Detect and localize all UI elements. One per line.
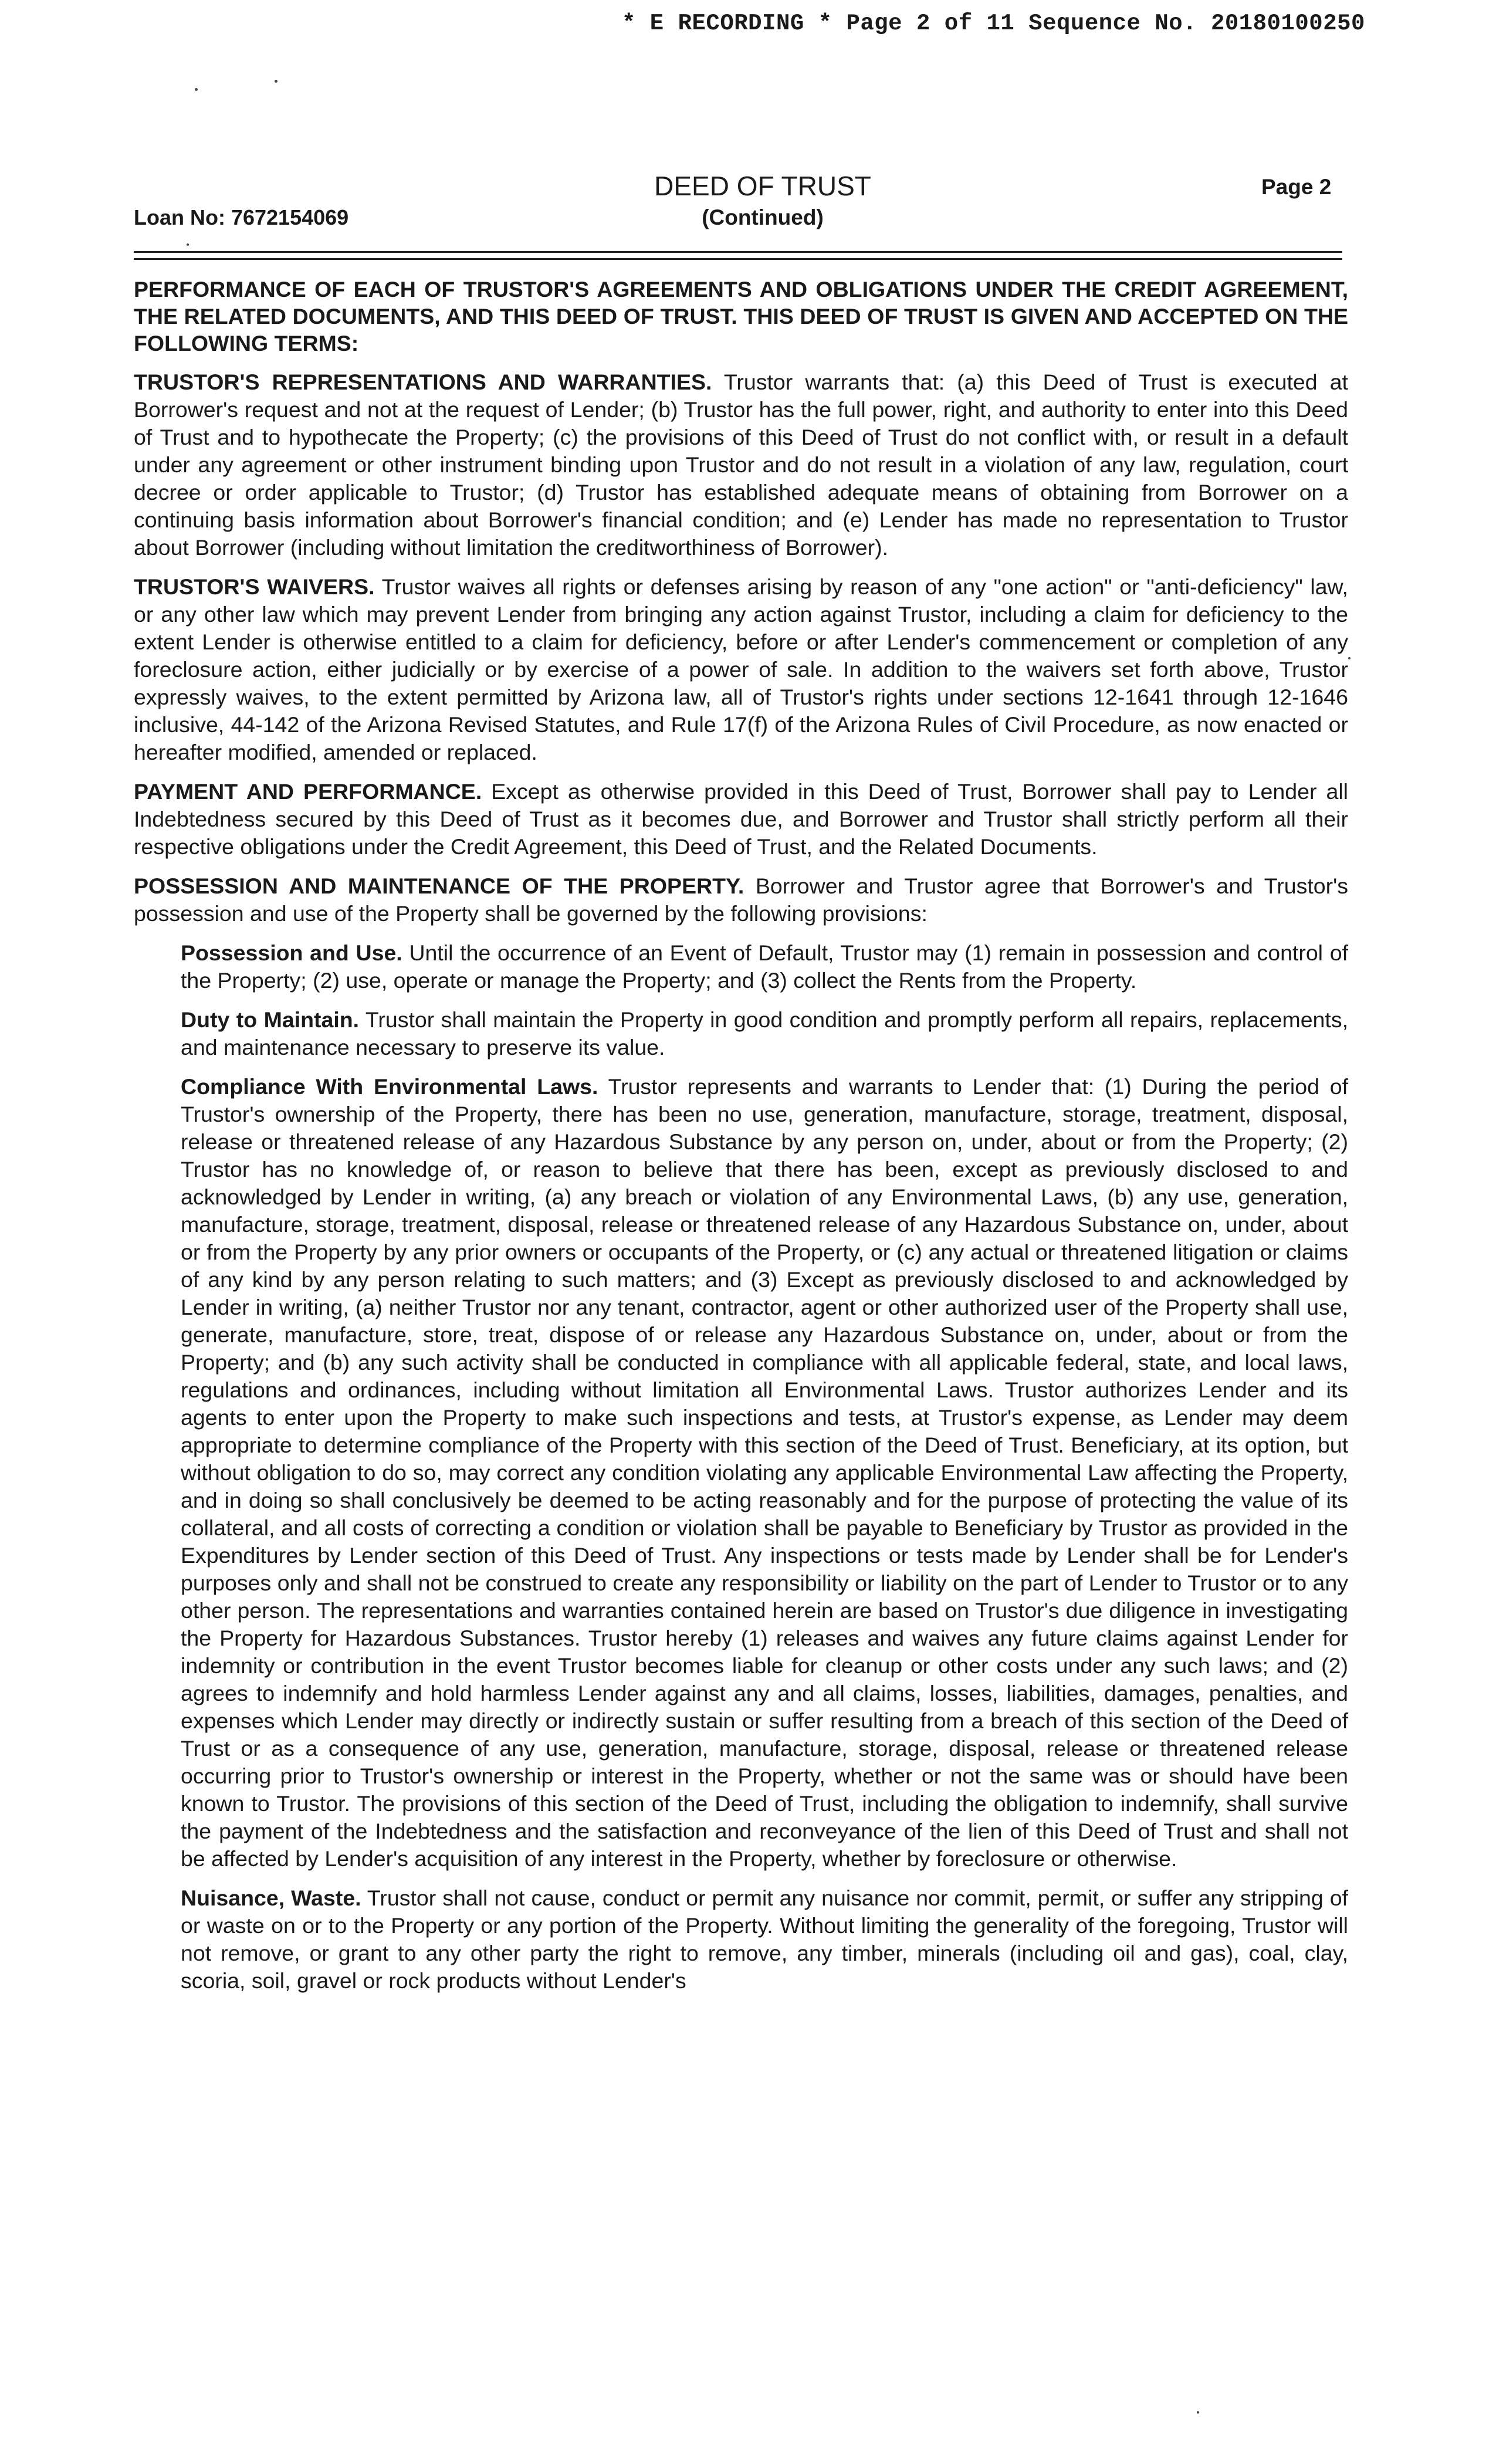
scan-speck (187, 243, 189, 246)
document-title-block (616, 170, 909, 230)
subsection-heading: Nuisance, Waste. (181, 1886, 361, 1910)
subsection-heading: Duty to Maintain. (181, 1007, 360, 1032)
subsection-duty-to-maintain (181, 1006, 1348, 1061)
scan-speck (275, 80, 277, 83)
subsection-nuisance-waste (181, 1884, 1348, 1995)
subsection-text: Trustor shall not cause, conduct or permit any nuisance nor commit, permit, or suffer any stripping of or waste on or to the Property or any portion of the Property. Without limiting the generality of the foregoing, Trustor will not remove, or grant to any other party the right to remove, any timber, minerals (including oil and gas), coal, clay, scoria, soil, gravel or rock products without Lender's (181, 1886, 1348, 1993)
subsection-possession-use (181, 939, 1348, 994)
document-body (134, 276, 1348, 2006)
scan-speck (1348, 657, 1351, 659)
section-text: Borrower and Trustor agree that Borrower's and Trustor's possession and use of the Property shall be governed by the following provisions: (134, 874, 1348, 926)
subsection-heading: Possession and Use. (181, 940, 402, 965)
section-heading: POSSESSION AND MAINTENANCE OF THE PROPERTY. (134, 874, 744, 898)
subsection-text: Trustor shall maintain the Property in good condition and promptly perform all repairs, replacements, and maintenance necessary to preserve its value. (181, 1007, 1348, 1060)
loan-number: Loan No: 7672154069 (134, 205, 349, 229)
section-text: Except as otherwise provided in this Deed of Trust, Borrower shall pay to Lender all Indebtedness secured by this Deed of Trust as it becomes due, and Borrower and Trustor shall strictly perform all their respective obligations under the Credit Agreement, this Deed of Trust, and the Related Documents. (134, 779, 1348, 859)
section-representations (134, 368, 1348, 561)
section-text: Trustor waives all rights or defenses arising by reason of any "one action" or "anti-deficiency" law, or any other law which may prevent Lender from bringing any action against Trustor, including a claim for deficiency to the extent Lender is otherwise entitled to a claim for deficiency, before or after Lender's commencement or completion of any foreclosure action, either judicially or by exercise of a power of sale. In addition to the waivers set forth above, Trustor expressly waives, to the extent permitted by Arizona law, all of Trustor's rights under sections 12-1641 through 12-1646 inclusive, 44-142 of the Arizona Revised Statutes, and Rule 17(f) of the Arizona Rules of Civil Procedure, as now enacted or hereafter modified, amended or replaced. (134, 574, 1348, 764)
recording-header: * E RECORDING * Page 2 of 11 Sequence No. 20180100250 (622, 11, 1365, 36)
section-heading: TRUSTOR'S REPRESENTATIONS AND WARRANTIES. (134, 370, 712, 394)
subsection-environmental (181, 1073, 1348, 1873)
header-rule-bottom (134, 258, 1342, 260)
section-heading: PAYMENT AND PERFORMANCE. (134, 779, 482, 804)
section-heading: TRUSTOR'S WAIVERS. (134, 574, 375, 599)
subsection-text: Trustor represents and warrants to Lender that: (1) During the period of Trustor's ownership of the Property, there has been no use, generation, manufacture, storage, treatment, disposal, release or threatened release of any Hazardous Substance by any person on, under, about or from the Property; (2) Trustor has no knowledge of, or reason to believe that there has been, except as previously disclosed to and acknowledged by Lender in writing, (a) any breach or violation of any Environmental Laws, (b) any use, generation, manufacture, storage, treatment, disposal, release or threatened release of any Hazardous Substance on, under, about or from the Property by any prior owners or occupants of the Property, or (c) any actual or threatened litigation or claims of any kind by any person relating to such matters; and (3) Except as previously disclosed to and acknowledged by Lender in writing, (a) neither Trustor nor any tenant, contractor, agent or other authorized user of the Property shall use, generate, manufacture, store, treat, dispose of or release any Hazardous Substance on, under, about or from the Property; and (b) any such activity shall be conducted in compliance with all applicable federal, state, and local laws, regulations and ordinances, including without limitation all Environmental Laws. Trustor authorizes Lender and its agents to enter upon the Property to make such inspections and tests, at Trustor's expense, as Lender may deem appropriate to determine compliance of the Property with this section of the Deed of Trust. Beneficiary, at its option, but without obligation to do so, may correct any condition violating any applicable Environmental Law affecting the Property, and in doing so shall conclusively be deemed to be acting reasonably and for the purpose of protecting the value of its collateral, and all costs of correcting a condition or violation shall be payable to Beneficiary by Trustor as provided in the Expenditures by Lender section of this Deed of Trust. Any inspections or tests made by Lender shall be for Lender's purposes only and shall not be construed to create any responsibility or liability on the part of Lender to Trustor or to any other person. The representations and warranties contained herein are based on Trustor's due diligence in investigating the Property for Hazardous Substances. Trustor hereby (1) releases and waives any future claims against Lender for indemnity or contribution in the event Trustor becomes liable for cleanup or other costs under any such laws; and (2) agrees to indemnify and hold harmless Lender against any and all claims, losses, liabilities, damages, penalties, and expenses which Lender may directly or indirectly sustain or suffer resulting from a breach of this section of the Deed of Trust or as a consequence of any use, generation, manufacture, storage, disposal, release or threatened release occurring prior to Trustor's ownership or interest in the Property, whether or not the same was or should have been known to Trustor. The provisions of this section of the Deed of Trust, including the obligation to indemnify, shall survive the payment of the Indebtedness and the satisfaction and reconveyance of the lien of this Deed of Trust and shall not be affected by Lender's acquisition of any interest in the Property, whether by foreclosure or otherwise. (181, 1074, 1349, 1871)
intro-paragraph: PERFORMANCE OF EACH OF TRUSTOR'S AGREEMENTS AND OBLIGATIONS UNDER THE CREDIT AGREEMENT, THE RELATED DOCUMENTS, AND THIS DEED OF TRUST. THIS DEED OF TRUST IS GIVEN AND ACCEPTED ON THE FOLLOWING TERMS: (134, 277, 1348, 356)
section-possession (134, 872, 1348, 928)
document-subtitle: (Continued) (702, 205, 824, 229)
scan-speck (1197, 2411, 1199, 2414)
section-payment (134, 778, 1348, 861)
subsection-heading: Compliance With Environmental Laws. (181, 1074, 598, 1099)
scan-speck (195, 88, 198, 91)
header-rule-top (134, 251, 1342, 253)
section-waivers (134, 573, 1348, 766)
subsection-text: Until the occurrence of an Event of Default, Trustor may (1) remain in possession and control of the Property; (2) use, operate or manage the Property; and (3) collect the Rents from the Property. (181, 940, 1348, 993)
page-number: Page 2 (1261, 175, 1332, 199)
document-title: DEED OF TRUST (654, 171, 871, 201)
section-text: Trustor warrants that: (a) this Deed of Trust is executed at Borrower's request and not at the request of Lender; (b) Trustor has the full power, right, and authority to enter into this Deed of Trust and to hypothecate the Property; (c) the provisions of this Deed of Trust do not conflict with, or result in a default under any agreement or other instrument binding upon Trustor and do not result in a violation of any law, regulation, court decree or order applicable to Trustor; (d) Trustor has established adequate means of obtaining from Borrower on a continuing basis information about Borrower's financial condition; and (e) Lender has made no representation to Trustor about Borrower (including without limitation the creditworthiness of Borrower). (134, 370, 1348, 560)
